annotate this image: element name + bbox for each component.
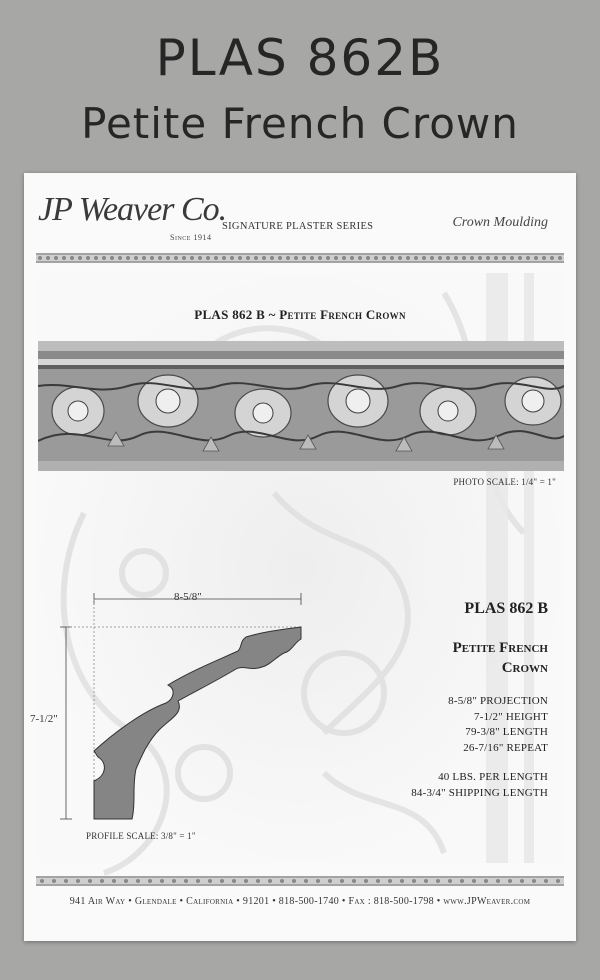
- product-name-title: Petite French Crown: [81, 99, 519, 148]
- profile-drawing: [56, 591, 316, 831]
- spec-repeat: 26-7/16" REPEAT: [463, 741, 548, 754]
- profile-shape: [94, 627, 301, 819]
- contact-footer: 941 Air Way • Glendale • California • 91201 • 818-500-1740 • Fax : 818-500-1798 • www.JPWeaver.com: [69, 896, 531, 907]
- profile-scale-label: PROFILE SCALE: 3/8" = 1": [86, 831, 196, 841]
- spec-dimensions: [411, 694, 548, 756]
- series-label: SIGNATURE PLASTER SERIES: [222, 221, 374, 232]
- molding-photo: [38, 341, 564, 471]
- spec-projection: 8-5/8" PROJECTION: [448, 695, 548, 707]
- profile-width-label: 8-5/8": [174, 591, 202, 603]
- category-label: Crown Moulding: [452, 215, 548, 230]
- sheet-product-code: PLAS 862 B ~: [194, 307, 280, 322]
- spec-shipping: [411, 770, 548, 801]
- photo-scale-label: PHOTO SCALE: 1/4" = 1": [453, 477, 556, 487]
- spec-weight: 40 LBS. PER LENGTH: [438, 771, 548, 783]
- catalog-sheet: [24, 173, 576, 941]
- spec-name-line1: Petite French: [452, 640, 548, 656]
- profile-height-label: 7-1/2": [30, 713, 58, 725]
- spec-panel: [411, 598, 548, 801]
- sheet-product-name: Petite French Crown: [279, 307, 406, 322]
- spec-height: 7-1/2" HEIGHT: [474, 710, 548, 723]
- spec-code: PLAS 862 B: [464, 600, 548, 617]
- spec-shipping-length: 84-3/4" SHIPPING LENGTH: [411, 786, 548, 799]
- since-label: Since 1914: [170, 233, 212, 242]
- product-code-title: PLAS 862B: [155, 29, 445, 87]
- company-logo: JP Weaver Co.: [38, 191, 227, 228]
- spec-length: 79-3/8" LENGTH: [465, 726, 548, 738]
- sheet-product-title: [24, 307, 576, 323]
- spec-name: [411, 638, 548, 678]
- top-border-ornament: [36, 253, 564, 263]
- spec-name-line2: Crown: [501, 660, 548, 676]
- bottom-border-ornament: [36, 876, 564, 886]
- product-header: [0, 0, 600, 170]
